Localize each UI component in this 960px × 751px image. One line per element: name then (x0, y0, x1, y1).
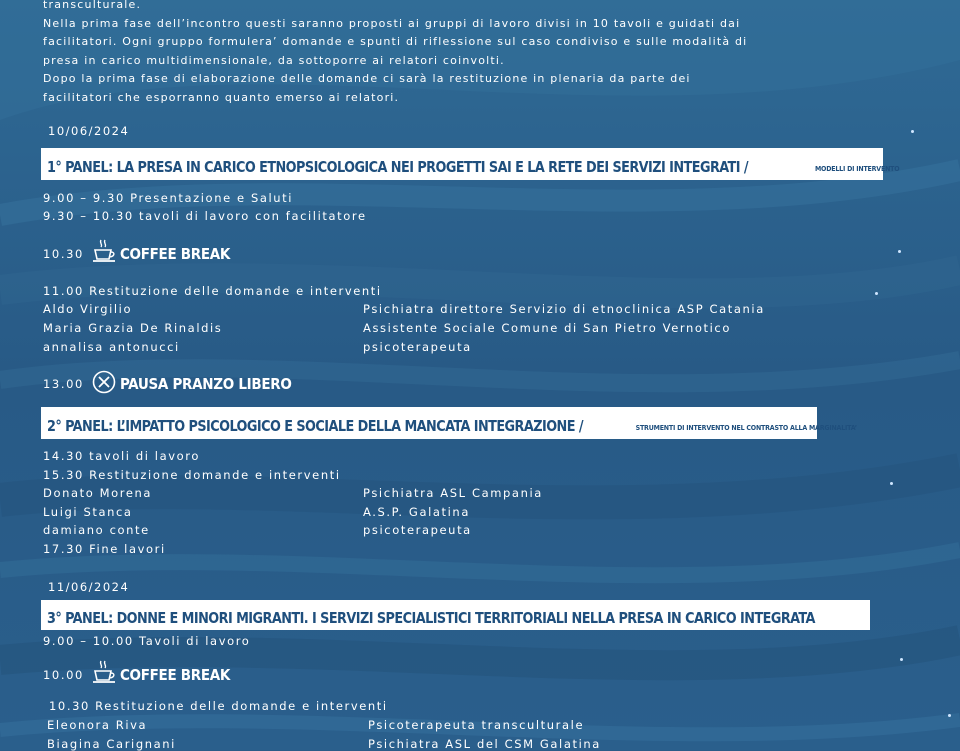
intro-line: facilitatori che esporranno quanto emerso ai relatori. (43, 90, 400, 104)
speaker-name: Maria Grazia De Rinaldis (43, 321, 223, 335)
speaker-name: damiano conte (43, 523, 150, 537)
schedule-line: 11.00 Restituzione delle domande e interventi (43, 284, 382, 298)
speaker-role: Psichiatra ASL Campania (363, 486, 543, 500)
schedule-line: 10.30 Restituzione delle domande e interventi (49, 699, 388, 713)
schedule-line: 17.30 Fine lavori (43, 542, 166, 556)
intro-paragraph (43, 0, 923, 107)
speaker-role: psicoterapeuta (363, 340, 472, 354)
panel2-subtitle: STRUMENTI DI INTERVENTO NEL CONTRASTO ALLA MARGINALITA’ (635, 424, 857, 432)
schedule-line: 9.00 – 9.30 Presentazione e Saluti (43, 191, 294, 205)
intro-line: presa in carico multidimensionale, da sottoporre ai relatori coinvolti. (43, 53, 505, 67)
panel3-header (41, 600, 870, 630)
intro-line: transculturale. (43, 0, 142, 11)
speaker-name: Donato Morena (43, 486, 153, 500)
panel2-header (41, 407, 857, 439)
coffee-cup-icon (92, 660, 116, 690)
panel1-subtitle: MODELLI DI INTERVENTO (814, 165, 900, 173)
star-dot (898, 250, 901, 253)
fork-knife-icon (92, 370, 116, 398)
panel3-title: 3° PANEL: DONNE E MINORI MIGRANTI. I SERVIZI SPECIALISTICI TERRITORIALI NELLA PRESA IN CARICO INTEGRATA (47, 609, 815, 627)
speaker-name: Eleonora Riva (47, 718, 148, 732)
speaker-role: Psichiatra ASL del CSM Galatina (368, 737, 601, 751)
star-dot (911, 130, 914, 133)
panel1-title: 1° PANEL: LA PRESA IN CARICO ETNOPSICOLOGICA NEI PROGETTI SAI E LA RETE DEI SERVIZI INTEGRATI / (47, 158, 749, 176)
schedule-line: 14.30 tavoli di lavoro (43, 449, 200, 463)
star-dot (890, 482, 893, 485)
schedule-line: 9.00 – 10.00 Tavoli di lavoro (43, 634, 251, 648)
intro-line: Nella prima fase dell’incontro questi saranno proposti ai gruppi di lavoro divisi in 10 tavoli e guidati dai (43, 16, 741, 30)
day1-date: 10/06/2024 (48, 124, 130, 138)
coffee-break-label: COFFEE BREAK (119, 666, 231, 684)
speaker-role: A.S.P. Galatina (363, 505, 470, 519)
lunch-break (43, 370, 292, 398)
coffee-break-2 (43, 661, 230, 689)
speaker-name: Biagina Carignani (47, 737, 176, 751)
speaker-role: Psichiatra direttore Servizio di etnoclinica ASP Catania (363, 302, 765, 316)
day2-date: 11/06/2024 (48, 580, 130, 594)
star-dot (875, 292, 878, 295)
speaker-role: Psicoterapeuta transculturale (368, 718, 585, 732)
intro-line: facilitatori. Ogni gruppo formulera’ domande e spunti di riflessione sul caso condiviso e sulle modalità di (43, 35, 748, 48)
coffee-cup-icon (92, 239, 116, 269)
speaker-name: annalisa antonucci (43, 340, 180, 354)
speaker-name: Luigi Stanca (43, 505, 133, 519)
lunch-time: 13.00 (43, 377, 84, 391)
coffee-break-label: COFFEE BREAK (119, 245, 231, 263)
star-dot (900, 658, 903, 661)
star-dot (948, 714, 951, 717)
coffee-time: 10.30 (43, 247, 84, 261)
speaker-name: Aldo Virgilio (43, 302, 133, 316)
schedule-line: 15.30 Restituzione domande e interventi (43, 468, 341, 482)
intro-line: Dopo la prima fase di elaborazione delle domande ci sarà la restituzione in plenaria da parte dei (43, 72, 691, 85)
coffee-break-1 (43, 240, 230, 268)
coffee-time: 10.00 (43, 668, 84, 682)
speaker-role: Assistente Sociale Comune di San Pietro Vernotico (363, 321, 731, 335)
schedule-line: 9.30 – 10.30 tavoli di lavoro con facilitatore (43, 209, 367, 223)
panel1-header (41, 148, 900, 180)
lunch-label: PAUSA PRANZO LIBERO (119, 375, 292, 393)
panel2-title: 2° PANEL: L’IMPATTO PSICOLOGICO E SOCIALE DELLA MANCATA INTEGRAZIONE / (47, 417, 584, 435)
speaker-role: psicoterapeuta (363, 523, 472, 537)
